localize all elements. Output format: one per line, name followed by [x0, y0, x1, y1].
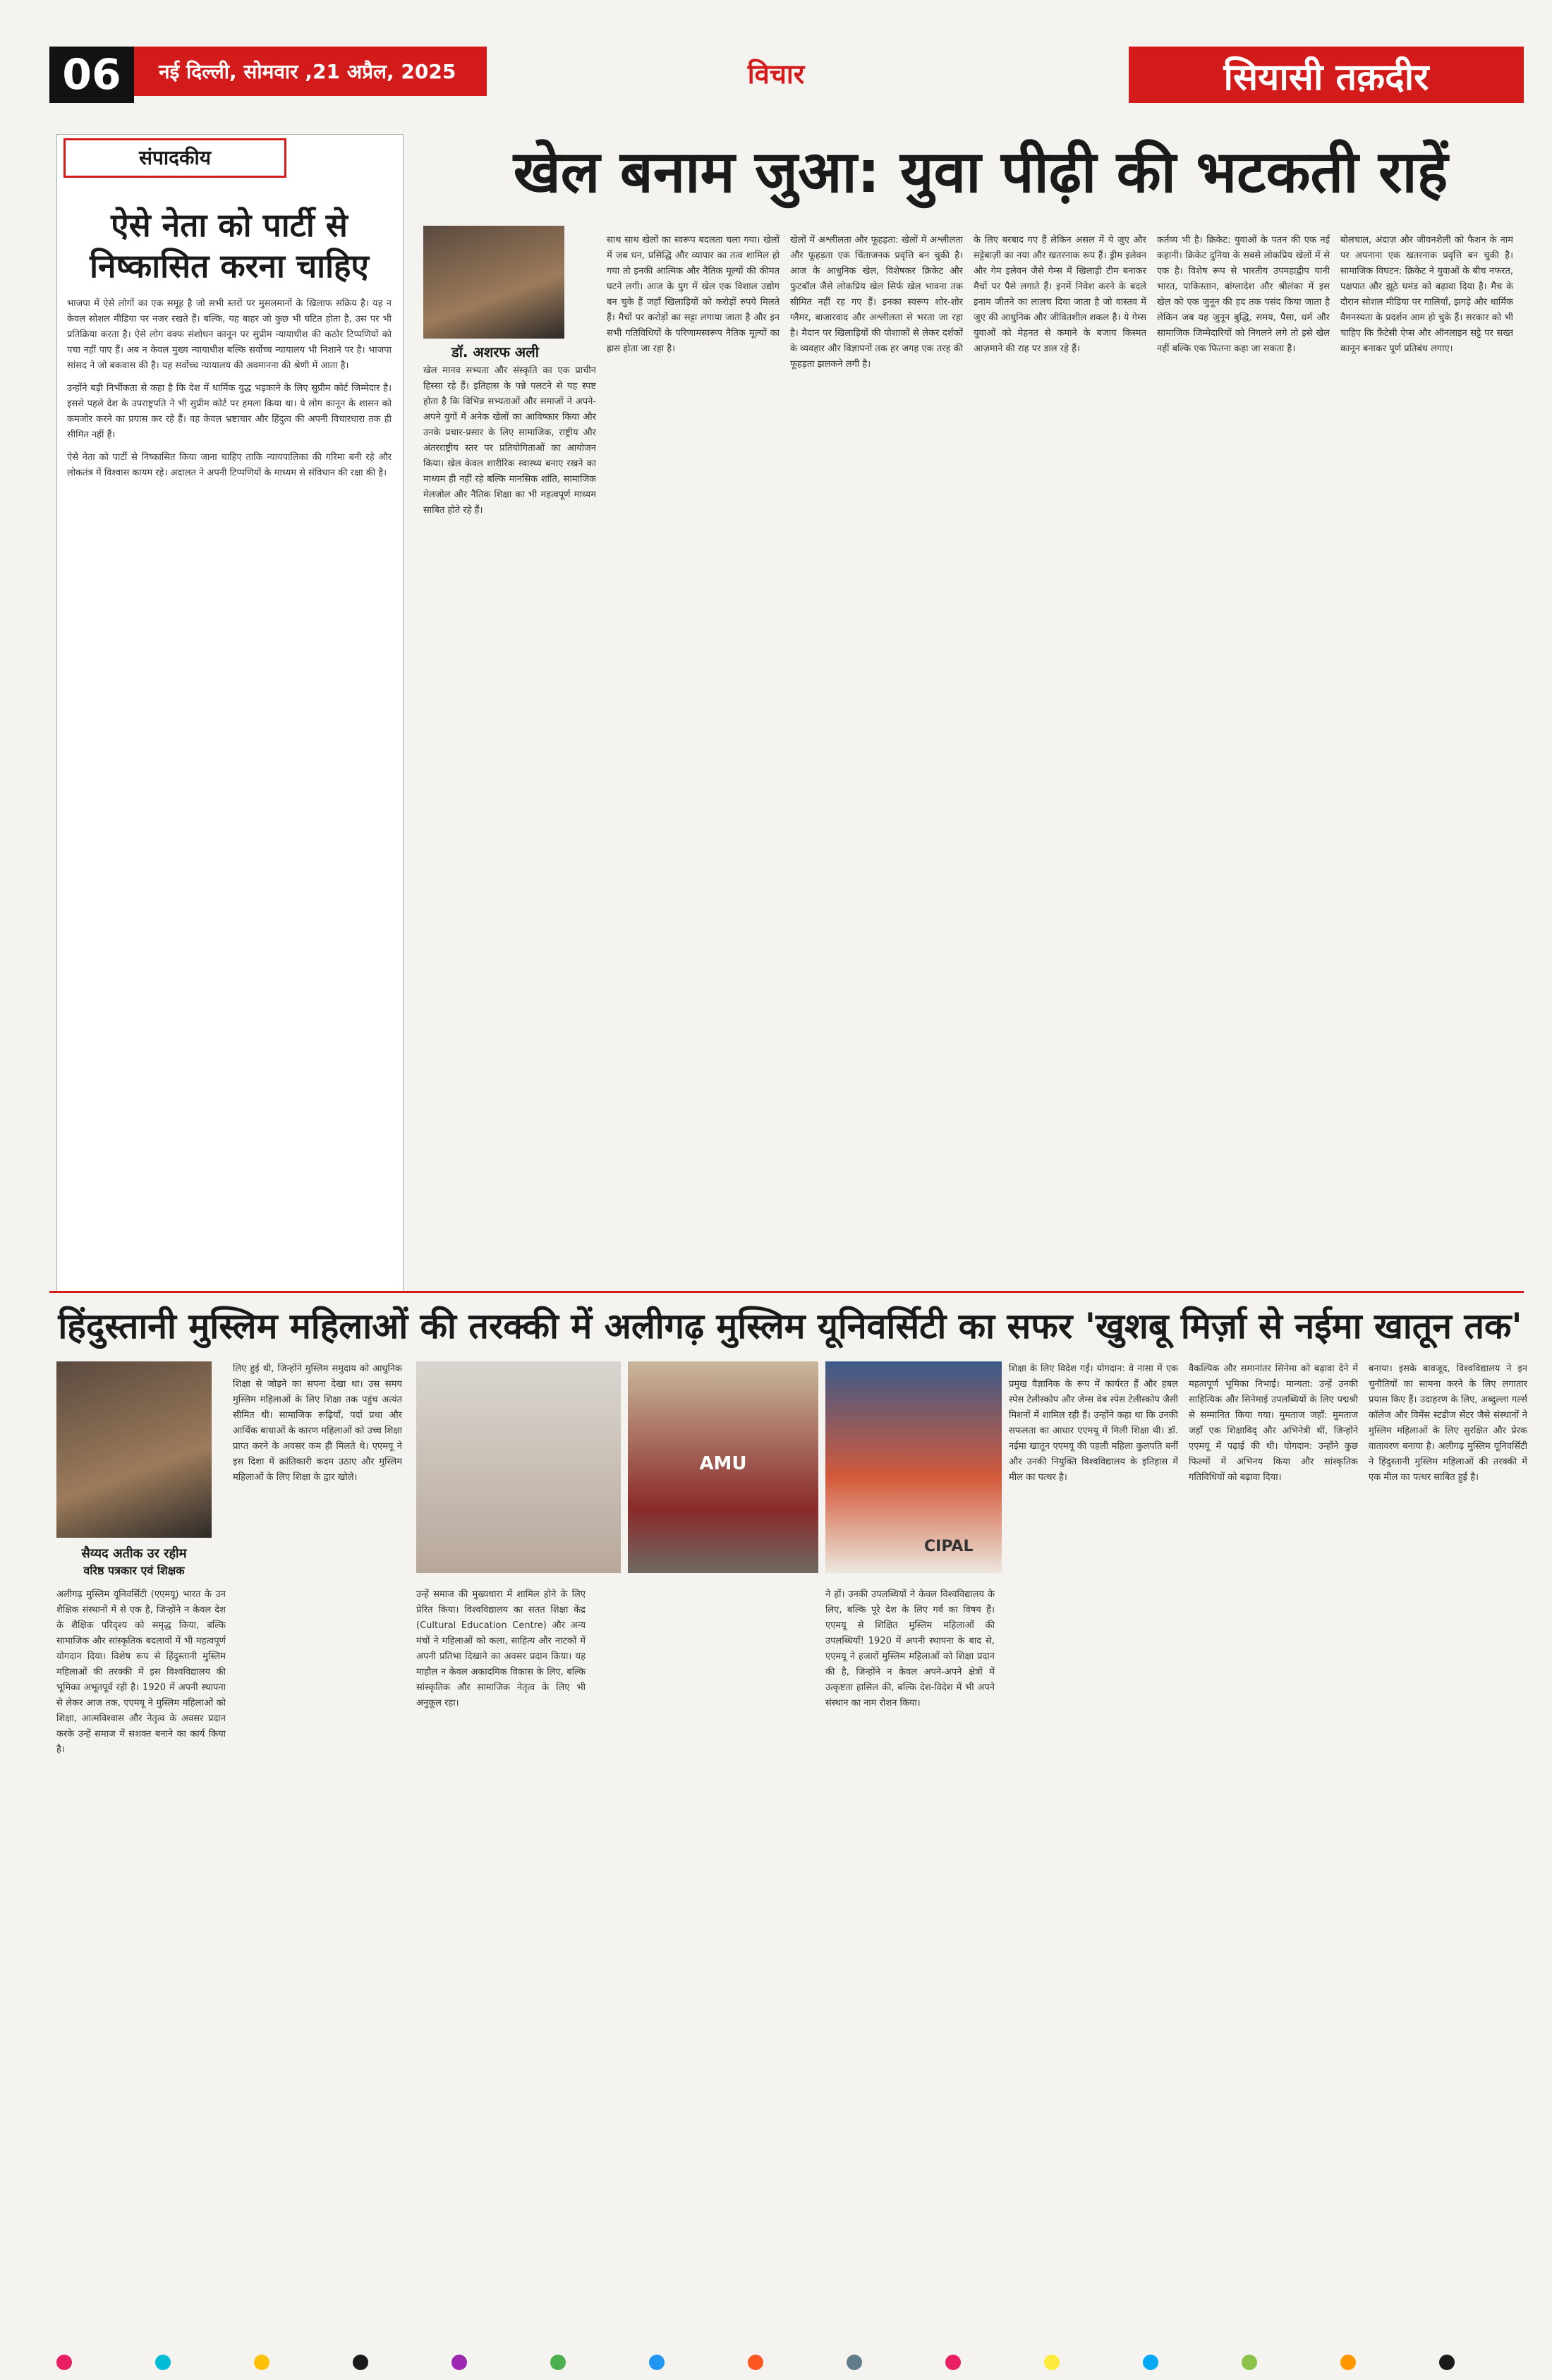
column-text: लिए हुई थी, जिन्होंने मुस्लिम समुदाय को आधुनिक शिक्षा से जोड़ने का सपना देखा था। उस समय मुस्लिम महिलाओं के लिए शिक्षा तक पहुंच अत्यंत सीमित थी। सामाजिक रूढ़ियाँ, पर्दा प्रथा और आर्थिक बाधाओं के कारण महिलाओं को उच्च शिक्षा प्राप्त करने के अवसर कम ही मिलते थे। एएमयू ने इस दिशा में क्रांतिकारी कदम उठाए और मुस्लिम महिलाओं के लिए शिक्षा के द्वार खोले। — [233, 1364, 402, 1483]
registration-dot — [1143, 2355, 1158, 2370]
second-column — [233, 1361, 402, 2342]
registration-dot — [254, 2355, 269, 2370]
column-text: वैकल्पिक और समानांतर सिनेमा को बढ़ावा देने में महत्वपूर्ण भूमिका निभाई। मान्यता: उन्हें उनकी साहित्यिक और सिनेमाई उपलब्धियों के लिए पद्मश्री से सम्मानित किया गया। मुमताज जहाँ: मुमताज जहाँ एक शिक्षाविद् और अभिनेत्री थीं, जिन्होंने एएमयू में पढ़ाई की थी। योगदान: उन्होंने कुछ फिल्मों में अभिनय किया और सांस्कृतिक गतिविधियों को बढ़ावा दिया। — [1189, 1364, 1358, 1483]
second-column — [1369, 1361, 1527, 2342]
second-column — [1009, 1361, 1178, 2342]
student-portrait — [416, 1361, 621, 1573]
registration-dot — [56, 2355, 72, 2370]
registration-dot — [1044, 2355, 1060, 2370]
university-building-image — [628, 1361, 818, 1573]
issue-date: नई दिल्ली, सोमवार ,21 अप्रैल, 2025 — [159, 60, 456, 83]
column-text: शिक्षा के लिए विदेश गईं। योगदान: वे नासा में एक प्रमुख वैज्ञानिक के रूप में कार्यरत हैं और हबल स्पेस टेलीस्कोप और जेम्स वेब स्पेस टेलीस्कोप जैसी मिशनों में शामिल रही हैं। उन्होंने कहा था कि उनकी सफलता का आधार एएमयू में मिली शिक्षा थी। डॉ. नईमा खातून एएमयू की पहली महिला कुलपति बनीं और उनकी नियुक्ति विश्वविद्यालय के इतिहास में मील का पत्थर है। — [1009, 1364, 1178, 1483]
editorial-paragraph: उन्होंने बड़ी निर्भीकता से कहा है कि देश में धार्मिक युद्ध भड़काने के लिए सुप्रीम कोर्ट जिम्मेदार है। इससे पहले देश के उपराष्ट्रपति ने भी सुप्रीम कोर्ट पर हमला किया था। ये लोग कानून के शासन को कमजोर करने का प्रयास कर रहे हैं। वह केवल भ्रष्टाचार और हिंदुत्व की अपनी विचारधारा तक ही सीमित नहीं हैं। — [67, 383, 392, 440]
vice-chancellor-image — [825, 1361, 1002, 1573]
column-text: खेलों में अश्लीलता और फूहड़ता: खेलों में अश्लीलता और फूहड़ता एक चिंताजनक प्रवृत्ति बन चुकी है। आज के आधुनिक खेल, विशेषकर क्रिकेट और फुटबॉल जैसे लोकप्रिय खेल सिर्फ खेल भावना तक सीमित नहीं रह गए हैं। इनका स्वरूप शोर-शोर ग्लैमर, बाजारवाद और अश्लीलता से भरता जा रहा है। मैदान पर खिलाड़ियों की पोशाकों से लेकर दर्शकों के व्यवहार और विज्ञापनों तक हर जगह एक तरह की फूहड़ता झलकने लगी है। — [790, 235, 963, 370]
section-label: विचार — [747, 59, 805, 90]
second-column — [56, 1587, 226, 2342]
editorial-tag-label: संपादकीय — [139, 146, 211, 169]
main-author: डॉ. अशरफ अली — [451, 344, 539, 360]
page-header — [0, 0, 1552, 106]
main-column — [1157, 233, 1330, 1284]
registration-dot — [550, 2355, 566, 2370]
registration-dot — [1439, 2355, 1455, 2370]
registration-dot — [451, 2355, 467, 2370]
editorial-tag — [63, 138, 286, 178]
column-text: बोलचाल, अंदाज़ और जीवनशैली को फैशन के नाम पर अपनाना एक खतरनाक प्रवृत्ति बन चुकी है। सामाजिक विघटन: क्रिकेट ने युवाओं के बीच नफरत, पक्षपात और झूठे घमंड को बढ़ावा दिया है। मैच के दौरान सोशल मीडिया पर गालियाँ, झगड़े और धार्मिक वैमनस्यता के प्रदर्शन आम हो चुके हैं। सरकार को भी चाहिए कि फ़ैंटेसी ऐप्स और ऑनलाइन सट्टे पर सख्त कानून बनाकर पूर्ण प्रतिबंध लगाए। — [1340, 235, 1513, 354]
registration-dot — [1340, 2355, 1356, 2370]
second-headline: हिंदुस्तानी मुस्लिम महिलाओं की तरक्की में अलीगढ़ मुस्लिम यूनिवर्सिटी का सफर 'खुशबू मिर्ज़ा से नईमा खातून तक' — [58, 1306, 1522, 1347]
main-column — [423, 363, 596, 1284]
column-text: ने हों। उनकी उपलब्धियों ने केवल विश्वविद्यालय के लिए, बल्कि पूरे देश के लिए गर्व का विषय हैं। एएमयू से शिक्षित मुस्लिम महिलाओं की उपलब्धियाँ! 1920 में अपनी स्थापना के बाद से, एएमयू ने हजारों मुस्लिम महिलाओं को शिक्षा प्रदान की है, जिन्होंने न केवल अपने-अपने क्षेत्रों में उत्कृष्टता हासिल की, बल्कि देश-विदेश में भी अपने संस्थान का नाम रोशन किया। — [825, 1589, 995, 1708]
second-author-title: वरिष्ठ पत्रकार एवं शिक्षक — [83, 1564, 185, 1577]
registration-dot — [155, 2355, 171, 2370]
registration-dot — [945, 2355, 961, 2370]
main-column — [607, 233, 780, 1284]
second-column — [416, 1587, 586, 2342]
section-divider — [49, 1291, 1524, 1293]
column-text: खेल मानव सभ्यता और संस्कृति का एक प्राचीन हिस्सा रहे हैं। इतिहास के पन्ने पलटने से यह स्पष्ट होता है कि विभिन्न सभ्यताओं और समाजों ने अपने-अपने युगों में अनेक खेलों का आविष्कार किया और उनके प्रचार-प्रसार के लिए सामाजिक, राष्ट्रीय और अंतरराष्ट्रीय स्तर पर प्रतियोगिताओं का आयोजन किया। खेल केवल शारीरिक स्वास्थ्य बनाए रखने का माध्यम ही नहीं रहे बल्कि मानसिक शांति, सामाजिक मेलजोल और नैतिक शिक्षा का भी महत्वपूर्ण माध्यम साबित होते रहे हैं। — [423, 365, 596, 516]
main-column — [974, 233, 1146, 1284]
author-photo — [56, 1361, 212, 1538]
second-column — [825, 1587, 995, 2342]
page-number: 06 — [49, 47, 134, 103]
registration-dot — [748, 2355, 763, 2370]
second-author-name: सैय्यद अतीक उर रहीम — [81, 1546, 187, 1561]
image-label: AMU — [699, 1453, 747, 1474]
author-photo — [423, 226, 564, 339]
editorial-paragraph: ऐसे नेता को पार्टी से निष्कासित किया जाना चाहिए ताकि न्यायपालिका की गरिमा बनी रहे और लोकतंत्र में विश्वास कायम रहे। अदालत ने अपनी टिप्पणियों के माध्यम से संविधान की रक्षा की है। — [67, 452, 392, 478]
footer-color-bar — [0, 2349, 1552, 2377]
column-text: साथ साथ खेलों का स्वरूप बदलता चला गया। खेलों में जब धन, प्रसिद्धि और व्यापार का तत्व शामिल हो गया तो इनकी आत्मिक और नैतिक मूल्यों की कीमत घटने लगी। आज के युग में खेल एक विशाल उद्योग बन चुके हैं जहाँ खिलाड़ियों को करोड़ों रुपये मिलते हैं। मैचों पर करोड़ों का सट्टा लगाया जाता है और इन सभी गतिविधियों के परिणामस्वरूप नैतिक मूल्यों का ह्रास होता जा रहा है। — [607, 235, 780, 354]
column-text: बनाया। इसके बावजूद, विश्वविद्यालय ने इन चुनौतियों का सामना करने के लिए लगातार प्रयास किए हैं। उदाहरण के लिए, अब्दुल्ला गर्ल्स कॉलेज और विमेंस स्टडीज सेंटर जैसे संस्थानों ने मुस्लिम महिलाओं के लिए सुरक्षित और प्रेरक वातावरण बनाया है। अलीगढ़ मुस्लिम यूनिवर्सिटी ने हिंदुस्तानी मुस्लिम महिलाओं की तरक्की में एक मील का पत्थर साबित हुई है। — [1369, 1364, 1527, 1483]
editorial-body — [67, 296, 392, 1277]
main-column — [1340, 233, 1513, 1284]
editorial-paragraph: भाजपा में ऐसे लोगों का एक समूह है जो सभी स्तरों पर मुसलमानों के खिलाफ सक्रिय है। यह न केवल सोशल मीडिया पर नजर रखते हैं। बल्कि, यह बाहर जो कुछ भी घटित होता है, उस पर भी प्रतिक्रिया करता है। ऐसे लोग वक्फ संशोधन कानून पर सुप्रीम न्यायाधीश की कठोर टिप्पणियों को पचा नहीं पाए हैं। अब न केवल मुख्य न्यायाधीश बल्कि सर्वोच्च न्यायालय भी निशाने पर है। भाजपा सांसद ने जो बकवास की है। यह सर्वोच्च न्यायालय की अवमानना की श्रेणी में आता है। — [67, 298, 392, 371]
column-text: के लिए बरबाद गए हैं लेकिन असल में ये जुए और सट्टेबाज़ी का नया और खतरनाक रूप हैं। ड्रीम इलेवन और गेम इलेवन जैसे गेम्स में खिलाड़ी टीम बनाकर मैचों पर पैसे लगाते हैं। इनमें निवेश करने के बदले इनाम जीतने का लालच दिया जाता है जो वास्तव में जुए की आधुनिक और जीवितशील शकल है। ये गेम्स युवाओं को मेहनत से कमाने के बजाय किस्मत आज़माने की राह पर डाल रहे हैं। — [974, 235, 1146, 354]
masthead-brand: सियासी तक़दीर — [1223, 56, 1429, 99]
image-label: CIPAL — [924, 1538, 974, 1555]
main-column — [790, 233, 963, 1284]
second-column — [1189, 1361, 1358, 2342]
registration-dot — [847, 2355, 862, 2370]
column-text: अलीगढ़ मुस्लिम यूनिवर्सिटी (एएमयू) भारत के उन शैक्षिक संस्थानों में से एक है, जिन्होंने न केवल देश के शैक्षिक परिदृश्य को समृद्ध किया, बल्कि सामाजिक और सांस्कृतिक बदलावों में भी महत्वपूर्ण योगदान दिया। विशेष रूप से हिंदुस्तानी मुस्लिम महिलाओं की तरक्की में इस विश्वविद्यालय की भूमिका अभूतपूर्व रही है। 1920 में अपनी स्थापना से लेकर आज तक, एएमयू ने मुस्लिम महिलाओं को शिक्षा, आत्मविश्वास और नेतृत्व के अवसर प्रदान करके उन्हें समाज में सशक्त बनाने का कार्य किया है। — [56, 1589, 226, 1755]
editorial-headline: ऐसे नेता को पार्टी से निष्कासित करना चाहिए — [90, 206, 369, 285]
registration-dot — [353, 2355, 368, 2370]
registration-dot — [649, 2355, 665, 2370]
registration-dot — [1242, 2355, 1257, 2370]
column-text: कर्तव्य भी है। क्रिकेट: युवाओं के पतन की एक नई कहानी। क्रिकेट दुनिया के सबसे लोकप्रिय खेलों में से एक है। विशेष रूप से भारतीय उपमहाद्वीप यानी भारत, पाकिस्तान, बांग्लादेश और श्रीलंका में इस खेल को एक जुनून की हद तक पसंद किया जाता है लेकिन जब यह जुनून बुद्धि, समय, पैसा, धर्म और सामाजिक जिम्मेदारियों को निगलने लगे तो इसे खेल नहीं बल्कि एक फितना कहा जा सकता है। — [1157, 235, 1330, 354]
column-text: उन्हें समाज की मुख्यधारा में शामिल होने के लिए प्रेरित किया। विश्वविद्यालय का सतत शिक्षा केंद्र (Cultural Education Centre) और अन्य मंचों ने महिलाओं को कला, साहित्य और नाटकों में अपनी प्रतिभा दिखाने का अवसर प्रदान किया। यह माहौल न केवल अकादमिक विकास के लिए, बल्कि सांस्कृतिक और सामाजिक नेतृत्व के लिए भी अनुकूल रहा। — [416, 1589, 586, 1708]
main-headline: खेल बनाम जुआ: युवा पीढ़ी की भटकती राहें — [513, 139, 1448, 206]
